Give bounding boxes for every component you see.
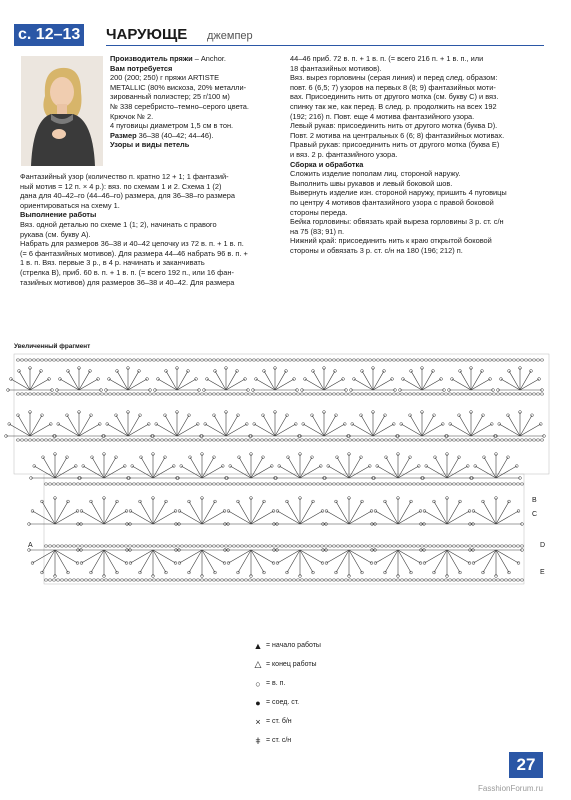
- chain-row: [16, 393, 544, 395]
- fan-motif: [250, 411, 301, 438]
- fan-motif: [273, 497, 328, 526]
- pattern-line: дана для 40–42–го (44–46–го) размера, для 36–38–го размера: [20, 191, 236, 201]
- legend-text: = начало работы: [266, 642, 321, 649]
- materials-line: № 338 серебристо–темно–серого цвета.: [110, 101, 249, 111]
- work-line: 44–46 приб. 72 в. п. + 1 в. п. (= всего 216 п. + 1 в. п., или: [290, 54, 484, 63]
- chart-lower-area: [44, 474, 524, 584]
- chain-row: [16, 359, 544, 361]
- pattern-line: ориентироваться на схему 1.: [20, 200, 120, 210]
- materials-line: 200 (200; 250) г пряжи ARTISTE: [110, 73, 220, 83]
- fan-motif: [420, 549, 475, 578]
- fan-motif: [28, 497, 83, 526]
- fragment-label: Увеличенный фрагмент: [14, 343, 91, 350]
- double-crochet-icon: ǂ: [255, 735, 261, 746]
- legend-text: = в. п.: [266, 680, 286, 687]
- fan-motif: [299, 411, 350, 438]
- producer-label: Производитель пряжи: [110, 54, 193, 63]
- work-line: Правый рукав: присоединить нить от другого мотка (буква Е): [290, 140, 500, 150]
- crochet-chart: [0, 350, 571, 600]
- materials-line: 4 пуговицы диаметром 1,5 см в тон.: [110, 121, 234, 131]
- fan-motif: [175, 497, 230, 526]
- fan-motif: [322, 497, 377, 526]
- fan-motif: [448, 367, 495, 392]
- chain-row: [44, 579, 524, 581]
- symbol-legend: [250, 636, 400, 750]
- legend-row: [250, 693, 400, 712]
- fan-motif: [224, 549, 279, 578]
- fan-motif: [469, 549, 524, 578]
- fan-motif: [495, 411, 546, 438]
- single-crochet-icon: ×: [255, 716, 261, 727]
- page-number: 27: [509, 752, 543, 778]
- filled-triangle-icon: ▲: [253, 640, 263, 651]
- work-line: повт. 6 (6,5; 7) узоров на первых 8 (8; 9) фантазийных моти-: [290, 82, 496, 92]
- open-triangle-icon: △: [254, 659, 262, 669]
- fan-motif: [56, 367, 103, 392]
- work-line: 18 фантазийных мотивов).: [290, 63, 382, 73]
- materials-line: зированный полиэстер; 25 г/100 м): [110, 92, 230, 102]
- legend-row: [250, 674, 400, 693]
- fan-motif: [177, 453, 228, 480]
- continuation-block: [290, 54, 540, 255]
- fan-motif: [446, 411, 497, 438]
- chain-row: [44, 483, 524, 485]
- work-line: Левый рукав: присоединить нить от другого мотка (буква D).: [290, 121, 498, 131]
- fan-motif: [201, 411, 252, 438]
- fan-motif: [154, 367, 201, 392]
- fan-motif: [54, 411, 105, 438]
- fan-motif: [30, 453, 81, 480]
- assembly-line: стороны переда.: [290, 207, 348, 217]
- instructions-block: [20, 172, 282, 287]
- work-line: спинку так же, как перед. В след. р. продолжить на всех 192: [290, 101, 497, 111]
- work-line: рукава (см. букву А).: [20, 229, 91, 239]
- fan-motif: [79, 453, 130, 480]
- chart-marker: C: [532, 511, 538, 518]
- page-header: [14, 24, 544, 48]
- fan-motif: [471, 453, 522, 480]
- assembly-line: стороны и обвязать 3 р. ст. с/н на 180 (196; 212) п.: [290, 245, 463, 255]
- work-line: Набрать для размеров 36–38 и 40–42 цепочку из 72 в. п. + 1 в. п.: [20, 239, 244, 249]
- assembly-line: Нижний край: присоединить нить к краю открытой боковой: [290, 236, 492, 246]
- chain-row: [16, 439, 544, 441]
- chain-stitch-icon: ○: [255, 678, 261, 689]
- fan-motif: [469, 497, 524, 526]
- fan-motif: [273, 549, 328, 578]
- fan-motif: [422, 453, 473, 480]
- fan-motif: [322, 549, 377, 578]
- fan-motif: [348, 411, 399, 438]
- patterns-heading: Узоры и виды петель: [110, 140, 190, 150]
- fan-motif: [301, 367, 348, 392]
- page-range-badge: с. 12–13: [14, 24, 84, 46]
- materials-line: METALLIC (80% вискоза, 20% металли-: [110, 82, 247, 92]
- size-value: 36–38 (40–42; 44–46).: [136, 130, 214, 140]
- fan-motif: [203, 367, 250, 392]
- fan-motif: [5, 411, 56, 438]
- materials-line: Крючок № 2.: [110, 111, 154, 121]
- legend-row: [250, 655, 400, 674]
- assembly-line: Вывернуть изделие изн. стороной наружу, пришить 4 пуговицы: [290, 188, 507, 198]
- work-line: 1 в. п. Вяз. первые 3 р., в 4 р. начинать и заканчивать: [20, 258, 205, 268]
- size-label: Размер: [110, 130, 137, 140]
- model-photo: [21, 56, 103, 166]
- page-title: ЧАРУЮЩЕ: [106, 26, 188, 43]
- chart-marker: D: [540, 542, 546, 549]
- chart-upper-area: [14, 354, 549, 474]
- assembly-line: Выполнить швы рукавов и левый боковой шов.: [290, 178, 453, 188]
- legend-row: [250, 636, 400, 655]
- legend-text: = соед. ст.: [266, 699, 300, 706]
- work-line: вах. Присоединить нить от другого мотка (см. букву С) и вяз.: [290, 92, 499, 102]
- assembly-line: по центру 4 мотивов фантазийного узора с правой боковой: [290, 197, 494, 207]
- work-line: тазийных мотивов) для размеров 36–38 и 40–42. Для размера: [20, 277, 235, 287]
- page-subtitle: джемпер: [207, 30, 253, 42]
- chart-marker: B: [532, 497, 537, 504]
- work-heading: Выполнение работы: [20, 210, 97, 220]
- fan-motif: [371, 497, 426, 526]
- fan-motif: [7, 367, 54, 392]
- fan-motif: [77, 497, 132, 526]
- fan-motif: [126, 549, 181, 578]
- legend-text: = конец работы: [266, 661, 317, 668]
- chart-marker: E: [540, 569, 545, 576]
- slip-stitch-icon: ●: [255, 697, 261, 708]
- materials-block: [110, 54, 280, 150]
- fan-motif: [128, 453, 179, 480]
- fan-motif: [371, 549, 426, 578]
- fan-motif: [224, 497, 279, 526]
- work-line: Вяз. вырез горловины (серая линия) и перед след. образом:: [290, 73, 498, 83]
- assembly-line: Бейка горловины: обвязать край выреза горловины 3 р. ст. с/н: [290, 217, 504, 227]
- assembly-line: на 75 (83; 91) п.: [290, 226, 345, 236]
- legend-row: [250, 712, 400, 731]
- fan-motif: [324, 453, 375, 480]
- fan-motif: [103, 411, 154, 438]
- fan-motif: [252, 367, 299, 392]
- work-line: и вяз. 2 р. фантазийного узора.: [290, 149, 398, 159]
- materials-heading: Вам потребуется: [110, 63, 173, 73]
- fan-motif: [497, 367, 544, 392]
- pattern-line: ный мотив = 12 п. × 4 р.): вяз. по схемам 1 и 2. Схема 1 (2): [20, 181, 222, 191]
- fan-motif: [275, 453, 326, 480]
- work-line: Повт. 2 мотива на центральных 6 (6; 8) фантазийных мотивах.: [290, 130, 505, 140]
- fan-motif: [397, 411, 448, 438]
- work-line: (192; 216) п. Повт. еще 4 мотива фантазийного узора.: [290, 111, 475, 121]
- legend-row: [250, 731, 400, 750]
- legend-text: = ст. б/н: [266, 718, 292, 725]
- chart-marker: A: [28, 542, 33, 549]
- fan-motif: [226, 453, 277, 480]
- producer-value: – Anchor.: [192, 54, 226, 63]
- work-line: (стрелка В), приб. 60 в. п. + 1 в. п. (= всего 192 п., или 16 фан-: [20, 267, 234, 277]
- fan-motif: [420, 497, 475, 526]
- work-line: Вяз. одной деталью по схеме 1 (1; 2), начинать с правого: [20, 219, 217, 229]
- header-rule: [106, 45, 544, 46]
- fan-motif: [77, 549, 132, 578]
- assembly-line: Сложить изделие пополам лиц. стороной наружу.: [290, 169, 461, 179]
- fan-motif: [105, 367, 152, 392]
- assembly-heading: Сборка и обработка: [290, 159, 364, 169]
- fan-motif: [373, 453, 424, 480]
- watermark: FasshionForum.ru: [478, 784, 543, 793]
- pattern-line: Фантазийный узор (количество п. кратно 12 + 1; 1 фантазий-: [20, 172, 229, 181]
- fan-motif: [175, 549, 230, 578]
- fan-motif: [126, 497, 181, 526]
- work-line: (= 6 фантазийных мотивов). Для размера 44–46 набрать 96 в. п. +: [20, 248, 248, 258]
- fan-motif: [399, 367, 446, 392]
- chain-row: [44, 545, 524, 547]
- fan-motif: [152, 411, 203, 438]
- fan-motif: [28, 549, 83, 578]
- fan-motif: [350, 367, 397, 392]
- legend-text: = ст. с/н: [266, 737, 292, 744]
